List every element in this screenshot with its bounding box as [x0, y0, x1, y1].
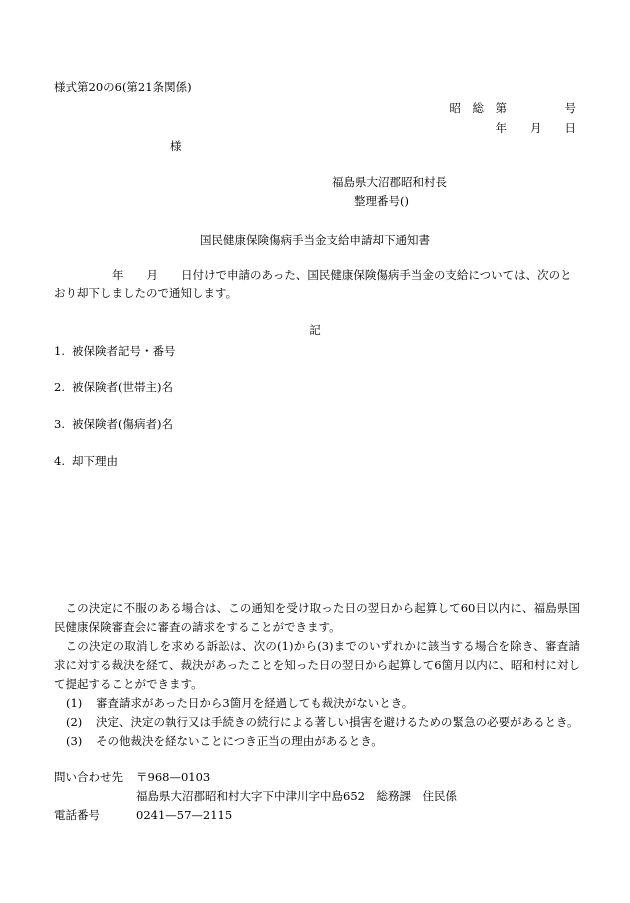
- item-insured-number: [54, 344, 176, 358]
- body-text-line1: 年 月 日付けで申請のあった、国民健康保険傷病手当金の支給については、次のと: [112, 268, 572, 282]
- lawsuit-notice-paragraph: この決定の取消しを求める訴訟は、次の(1)から(3)までのいずれかに該当する場合を除き、審査請求に対する裁決を経て、裁決があったことを知った日の翌日から起算して6箇月以内に、昭和村に対して提起することができます。: [54, 639, 580, 691]
- ki-heading: 記: [309, 323, 321, 337]
- item-number: 1.: [54, 344, 65, 358]
- body-text-line2: おり却下しましたので通知します。: [54, 286, 238, 300]
- document-number: 昭 総 第 号: [449, 101, 576, 115]
- document-title: 国民健康保険傷病手当金支給申請却下通知書: [200, 233, 430, 247]
- condition-text: その他裁決を経ないことにつき正当の理由があるとき。: [96, 734, 383, 748]
- postal-code: 〒968—0103: [136, 770, 211, 784]
- contact-address: 福島県大沼郡昭和村大字下中津川字中島652 総務課 住民係: [136, 789, 457, 803]
- item-label: 被保険者(世帯主)名: [72, 380, 173, 394]
- form-number: 様式第20の6(第21条関係): [54, 80, 192, 94]
- document-date: 年 月 日: [495, 121, 576, 135]
- addressee-honorific: 様: [170, 139, 182, 153]
- item-label: 被保険者(傷病者)名: [72, 417, 173, 431]
- condition-number: (1): [66, 696, 83, 710]
- phone-label: 電話番号: [54, 808, 100, 822]
- condition-text: 決定、決定の執行又は手続きの続行による著しい損害を避けるための緊急の必要があるとき。: [96, 715, 579, 729]
- reference-number: 整理番号(): [354, 194, 409, 208]
- item-label: 却下理由: [72, 454, 118, 468]
- condition-text: 審査請求があった日から3箇月を経過しても裁決がないとき。: [96, 696, 414, 710]
- item-patient-name: [54, 417, 173, 431]
- condition-item: [66, 734, 383, 748]
- condition-number: (3): [66, 734, 83, 748]
- item-label: 被保険者記号・番号: [72, 344, 176, 358]
- condition-item: [66, 696, 413, 710]
- condition-number: (2): [66, 715, 83, 729]
- sender-name: 福島県大沼郡昭和村長: [332, 175, 447, 189]
- appeal-notice-paragraph: この決定に不服のある場合は、この通知を受け取った日の翌日から起算して60日以内に、福島県国民健康保険審査会に審査の請求をすることができます。: [54, 601, 580, 634]
- condition-item: [66, 715, 579, 729]
- contact-label: 問い合わせ先: [54, 770, 123, 784]
- item-number: 2.: [54, 380, 65, 394]
- item-number: 3.: [54, 417, 65, 431]
- phone-number: 0241—57—2115: [136, 808, 233, 822]
- item-number: 4.: [54, 454, 65, 468]
- item-householder-name: [54, 380, 173, 394]
- item-rejection-reason: [54, 454, 118, 468]
